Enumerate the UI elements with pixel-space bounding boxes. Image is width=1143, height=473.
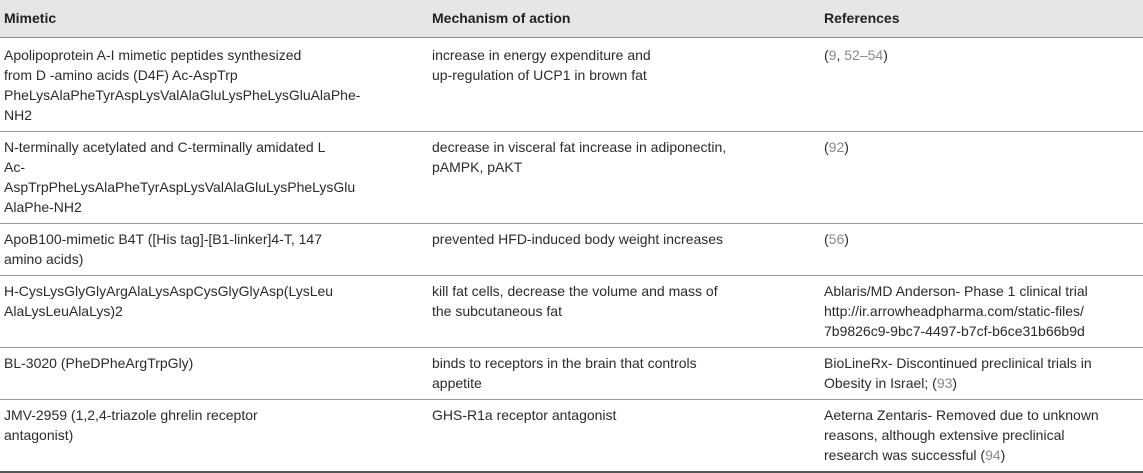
reference-text: ) [1000, 447, 1006, 463]
mimetic-cell [0, 38, 428, 132]
table-row [0, 224, 1143, 276]
reference-text: Ablaris/MD Anderson- Phase 1 clinical trial [824, 283, 1088, 299]
mechanism-line: up-regulation of UCP1 in brown fat [432, 67, 647, 83]
header-row [0, 0, 1143, 38]
citation-link[interactable]: 52–54 [844, 47, 884, 63]
reference-line [824, 45, 1139, 65]
reference-cell [820, 400, 1143, 473]
citation-link[interactable]: 9 [828, 47, 837, 63]
header-mimetic: Mimetic [0, 0, 428, 38]
mimetic-cell [0, 348, 428, 400]
reference-text: research was successful ( [824, 447, 986, 463]
reference-text: ) [844, 231, 849, 247]
reference-line [824, 405, 1139, 425]
mimetic-line: BL-3020 (PheDPheArgTrpGly) [4, 355, 194, 371]
mechanism-line: appetite [432, 375, 482, 391]
reference-text: BioLineRx- Discontinued preclinical trials in [824, 355, 1092, 371]
citation-link[interactable]: 94 [985, 447, 1001, 463]
mimetic-line: NH2 [4, 107, 33, 123]
header-mechanism: Mechanism of action [428, 0, 820, 38]
mechanism-cell [428, 348, 820, 400]
mimetic-line: from D -amino acids (D4F) Ac-AspTrp [4, 67, 238, 83]
mechanism-line: increase in energy expenditure and [432, 47, 651, 63]
mimetic-cell [0, 224, 428, 276]
mimetic-cell [0, 400, 428, 473]
mimetic-line: amino acids) [4, 251, 84, 267]
citation-link[interactable]: 92 [828, 139, 845, 155]
table-row [0, 276, 1143, 348]
mimetic-cell [0, 276, 428, 348]
mimetic-line: Ac- [4, 159, 25, 175]
mechanism-line: prevented HFD-induced body weight increases [432, 231, 724, 247]
reference-line [824, 353, 1139, 373]
mechanism-cell [428, 276, 820, 348]
mimetic-line: antagonist) [4, 427, 74, 443]
mechanism-line: kill fat cells, decrease the volume and mass of [432, 283, 718, 299]
header-references: References [820, 0, 1143, 38]
reference-text: ( [824, 139, 829, 155]
reference-text: ) [952, 375, 958, 391]
reference-cell [820, 38, 1143, 132]
reference-text: Aeterna Zentaris- Removed due to unknown [824, 407, 1099, 423]
reference-line [824, 229, 1139, 249]
table-row [0, 132, 1143, 224]
reference-text: reasons, although extensive preclinical [824, 427, 1065, 443]
reference-line [824, 281, 1139, 301]
reference-cell [820, 224, 1143, 276]
reference-line [824, 445, 1139, 465]
reference-line [824, 301, 1139, 321]
mimetic-line: JMV-2959 (1,2,4-triazole ghrelin receptor [4, 407, 258, 423]
mimetic-line: N-terminally acetylated and C-terminally amidated L [4, 139, 326, 155]
reference-line [824, 373, 1139, 393]
reference-line [824, 321, 1139, 341]
table-row [0, 348, 1143, 400]
mechanism-line: decrease in visceral fat increase in adiponectin, [432, 139, 727, 155]
table-row [0, 38, 1143, 132]
reference-text: ( [824, 231, 829, 247]
mimetic-line: PheLysAlaPheTyrAspLysValAlaGluLysPheLysGluAlaPhe- [4, 87, 361, 103]
reference-text: ) [844, 139, 849, 155]
mimetic-line: H-CysLysGlyGlyArgAlaLysAspCysGlyGlyAsp(LysLeu [4, 283, 334, 299]
mimetic-line: AlaLysLeuAlaLys)2 [4, 303, 123, 319]
mimetic-cell [0, 132, 428, 224]
reference-text: http://ir.arrowheadpharma.com/static-files/ [824, 303, 1084, 319]
citation-link[interactable]: 56 [828, 231, 845, 247]
mechanism-line: binds to receptors in the brain that controls [432, 355, 697, 371]
mechanism-line: GHS-R1a receptor antagonist [432, 407, 617, 423]
reference-cell [820, 276, 1143, 348]
reference-text: ) [883, 47, 888, 63]
reference-cell [820, 132, 1143, 224]
mechanism-cell [428, 400, 820, 473]
mechanism-line: pAMPK, pAKT [432, 159, 523, 175]
mimetic-line: ApoB100-mimetic B4T ([His tag]-[B1-linker]4-T, 147 [4, 231, 322, 247]
reference-line [824, 137, 1139, 157]
table-row [0, 400, 1143, 473]
mimetic-line: Apolipoprotein A-I mimetic peptides synthesized [4, 47, 302, 63]
reference-cell [820, 348, 1143, 400]
citation-link[interactable]: 93 [936, 375, 953, 391]
reference-text: , [836, 47, 845, 63]
mechanism-cell [428, 38, 820, 132]
reference-text: Obesity in Israel; ( [824, 375, 937, 391]
mimetic-line: AlaPhe-NH2 [4, 199, 82, 215]
reference-text: 7b9826c9-9bc7-4497-b7cf-b6ce31b66b9d [824, 323, 1085, 339]
mimetic-line: AspTrpPheLysAlaPheTyrAspLysValAlaGluLysPheLysGlu [4, 179, 356, 195]
reference-text: ( [824, 47, 829, 63]
table-body [0, 38, 1143, 473]
mechanism-line: the subcutaneous fat [432, 303, 562, 319]
mechanism-cell [428, 224, 820, 276]
mechanism-cell [428, 132, 820, 224]
reference-line [824, 425, 1139, 445]
